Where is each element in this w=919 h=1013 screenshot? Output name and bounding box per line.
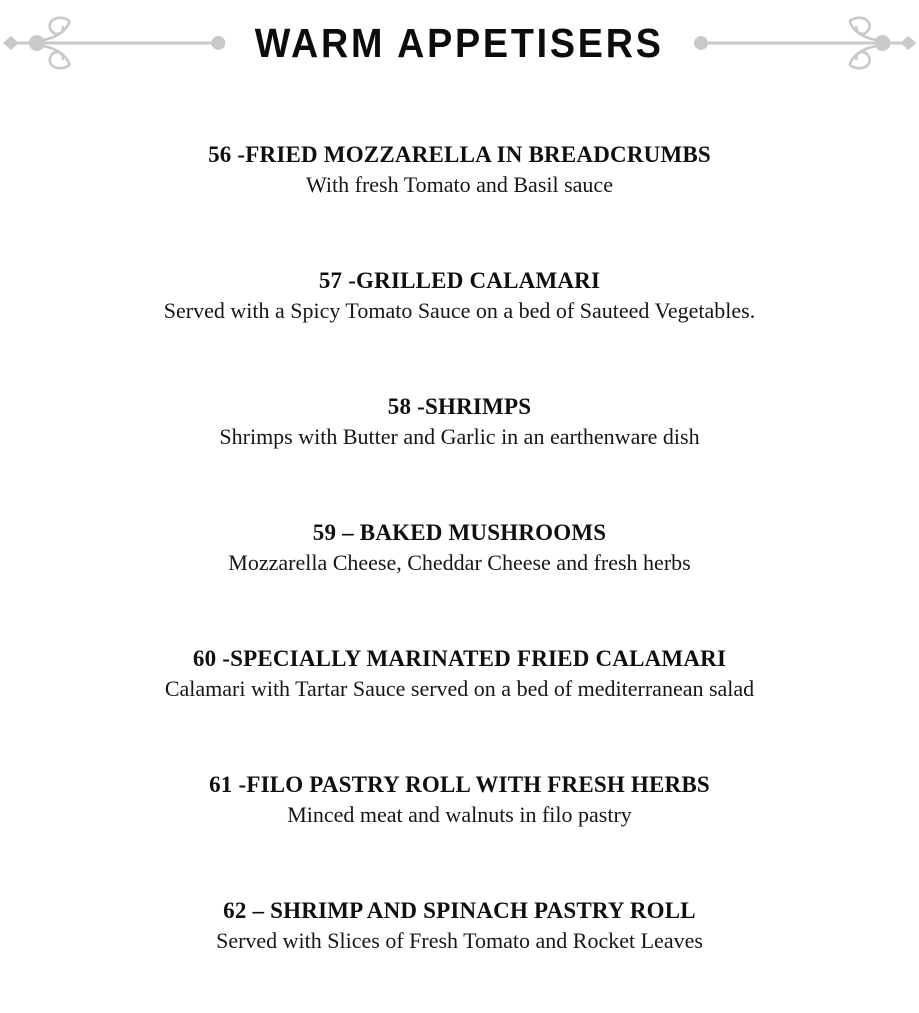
menu-item-title: 57 -GRILLED CALAMARI bbox=[318, 268, 601, 293]
menu-item bbox=[0, 769, 919, 830]
menu-item bbox=[0, 391, 919, 452]
ornament-right bbox=[692, 13, 919, 73]
menu-item bbox=[0, 643, 919, 704]
menu-item bbox=[0, 265, 919, 326]
menu-item-description: With fresh Tomato and Basil sauce bbox=[306, 172, 613, 197]
menu-item bbox=[0, 517, 919, 578]
flourish-divider-icon bbox=[0, 13, 227, 73]
menu-item-description: Calamari with Tartar Sauce served on a bed of mediterranean salad bbox=[164, 676, 755, 701]
menu-list bbox=[0, 139, 919, 956]
menu-item-title: 56 -FRIED MOZZARELLA IN BREADCRUMBS bbox=[208, 142, 711, 167]
menu-item-description: Minced meat and walnuts in filo pastry bbox=[287, 802, 632, 827]
menu-item-title: 58 -SHRIMPS bbox=[387, 394, 532, 419]
menu-header bbox=[0, 0, 919, 84]
menu-item bbox=[0, 139, 919, 200]
menu-item-description: Shrimps with Butter and Garlic in an earthenware dish bbox=[219, 424, 700, 449]
menu-item-title: 60 -SPECIALLY MARINATED FRIED CALAMARI bbox=[192, 646, 727, 671]
menu-item-title: 62 – SHRIMP AND SPINACH PASTRY ROLL bbox=[223, 898, 696, 923]
ornament-left bbox=[0, 13, 227, 73]
page-title: WARM APPETISERS bbox=[255, 19, 664, 66]
menu-item-title: 59 – BAKED MUSHROOMS bbox=[312, 520, 607, 545]
menu-item bbox=[0, 895, 919, 956]
flourish-divider-icon bbox=[692, 13, 919, 73]
menu-item-description: Served with Slices of Fresh Tomato and Rocket Leaves bbox=[216, 928, 703, 953]
menu-item-description: Mozzarella Cheese, Cheddar Cheese and fresh herbs bbox=[228, 550, 691, 575]
menu-item-description: Served with a Spicy Tomato Sauce on a bed of Sauteed Vegetables. bbox=[163, 298, 756, 323]
menu-item-title: 61 -FILO PASTRY ROLL WITH FRESH HERBS bbox=[209, 772, 710, 797]
